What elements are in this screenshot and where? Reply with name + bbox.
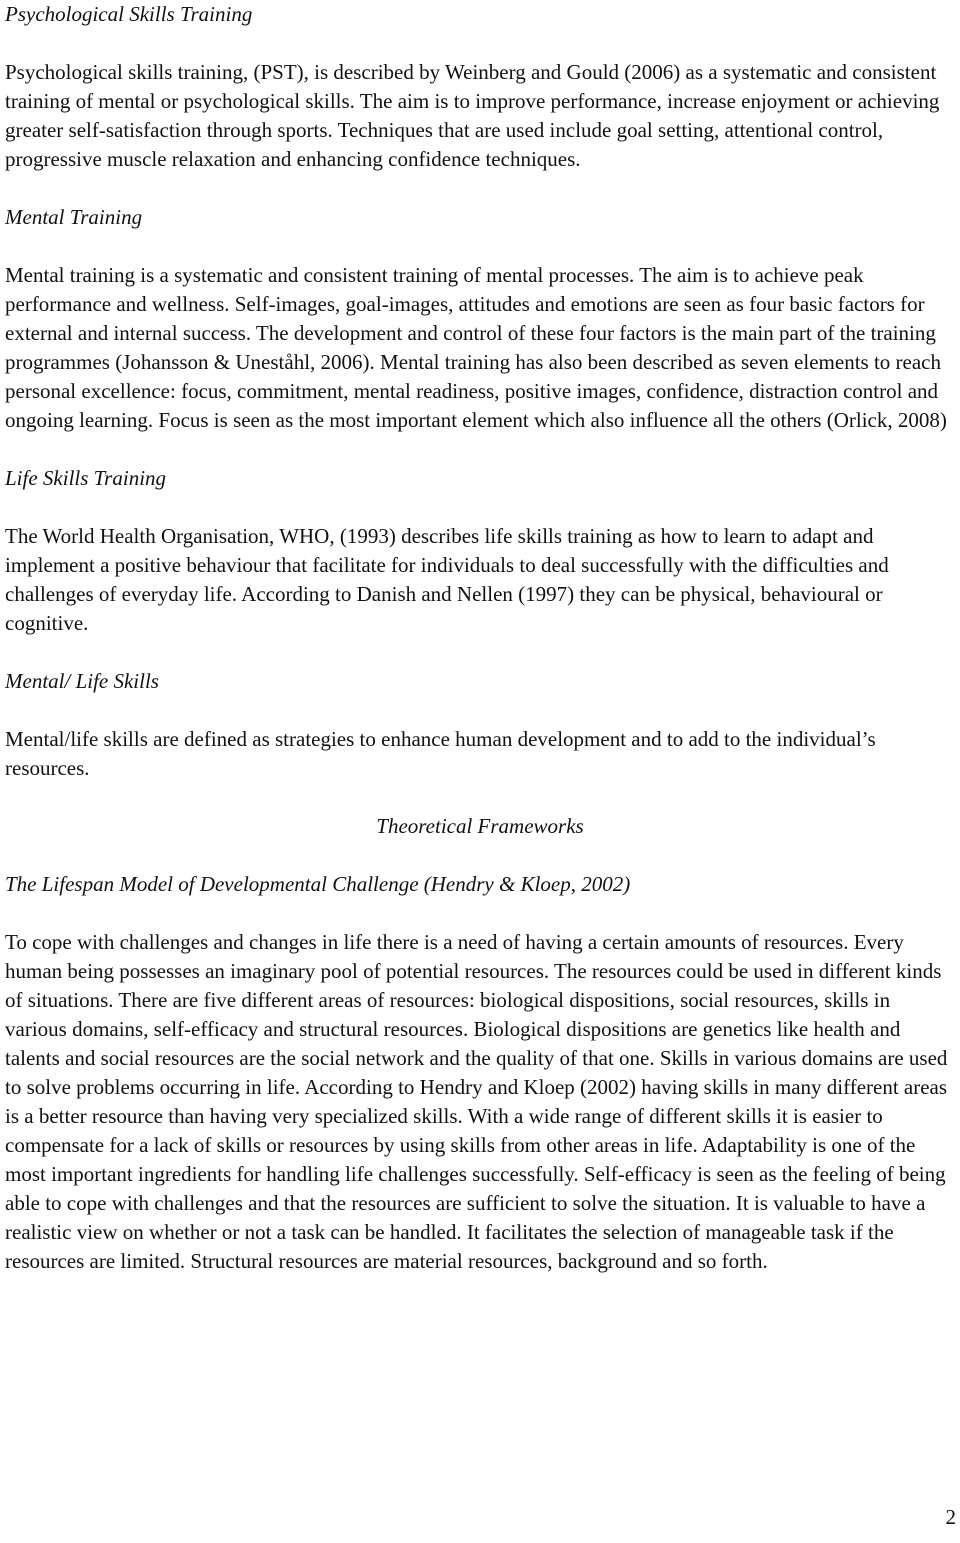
- section-heading-theoretical-frameworks: Theoretical Frameworks: [376, 814, 584, 838]
- paragraph-pst: Psychological skills training, (PST), is described by Weinberg and Gould (2006) as a systematic and consistent training of mental or psychological skills. The aim is to improve performance, increase enjoyment or achieving greater self-satisfaction through sports. Techniques that are used include goal setting, attentional control, progressive muscle relaxation and enhancing confidence techniques.: [5, 60, 940, 171]
- section-heading-psychological-skills-training: Psychological Skills Training: [5, 2, 253, 26]
- section-heading-lifespan-model: The Lifespan Model of Developmental Challenge (Hendry & Kloep, 2002): [5, 872, 631, 896]
- paragraph-lifespan-model: To cope with challenges and changes in life there is a need of having a certain amounts of resources. Every human being possesses an imaginary pool of potential resources. The resources could be used in different kinds of situations. There are five different areas of resources: biological dispositions, social resources, skills in various domains, self-efficacy and structural resources. Biological dispositions are genetics like health and talents and social resources are the social network and the quality of that one. Skills in various domains are used to solve problems occurring in life. According to Hendry and Kloep (2002) having skills in many different areas is a better resource than having very specialized skills. With a wide range of different skills it is easier to compensate for a lack of skills or resources by using skills from other areas in life. Adaptability is one of the most important ingredients for handling life challenges successfully. Self-efficacy is seen as the feeling of being able to cope with challenges and that the resources are sufficient to solve the situation. It is valuable to have a realistic view on whether or not a task can be handled. It facilitates the selection of manageable task if the resources are limited. Structural resources are material resources, background and so forth.: [5, 930, 948, 1273]
- section-heading-life-skills-training: Life Skills Training: [5, 466, 167, 490]
- document-page: [5, 0, 955, 1276]
- page-number: 2: [945, 1505, 956, 1529]
- paragraph-life-skills-training: The World Health Organisation, WHO, (1993) describes life skills training as how to learn to adapt and implement a positive behaviour that facilitate for individuals to deal successfully with the difficulties and challenges of everyday life. According to Danish and Nellen (1997) they can be physical, behavioural or cognitive.: [5, 524, 889, 635]
- paragraph-mental-life-skills: Mental/life skills are defined as strategies to enhance human development and to add to the individual’s resources.: [5, 727, 876, 780]
- section-heading-mental-training: Mental Training: [5, 205, 143, 229]
- paragraph-mental-training: Mental training is a systematic and consistent training of mental processes. The aim is to achieve peak performance and wellness. Self-images, goal-images, attitudes and emotions are seen as four basic factors for external and internal success. The development and control of these four factors is the main part of the training programmes (Johansson & Uneståhl, 2006). Mental training has also been described as seven elements to reach personal excellence: focus, commitment, mental readiness, positive images, confidence, distraction control and ongoing learning. Focus is seen as the most important element which also influence all the others (Orlick, 2008): [5, 263, 947, 432]
- section-heading-mental-life-skills: Mental/ Life Skills: [5, 669, 159, 693]
